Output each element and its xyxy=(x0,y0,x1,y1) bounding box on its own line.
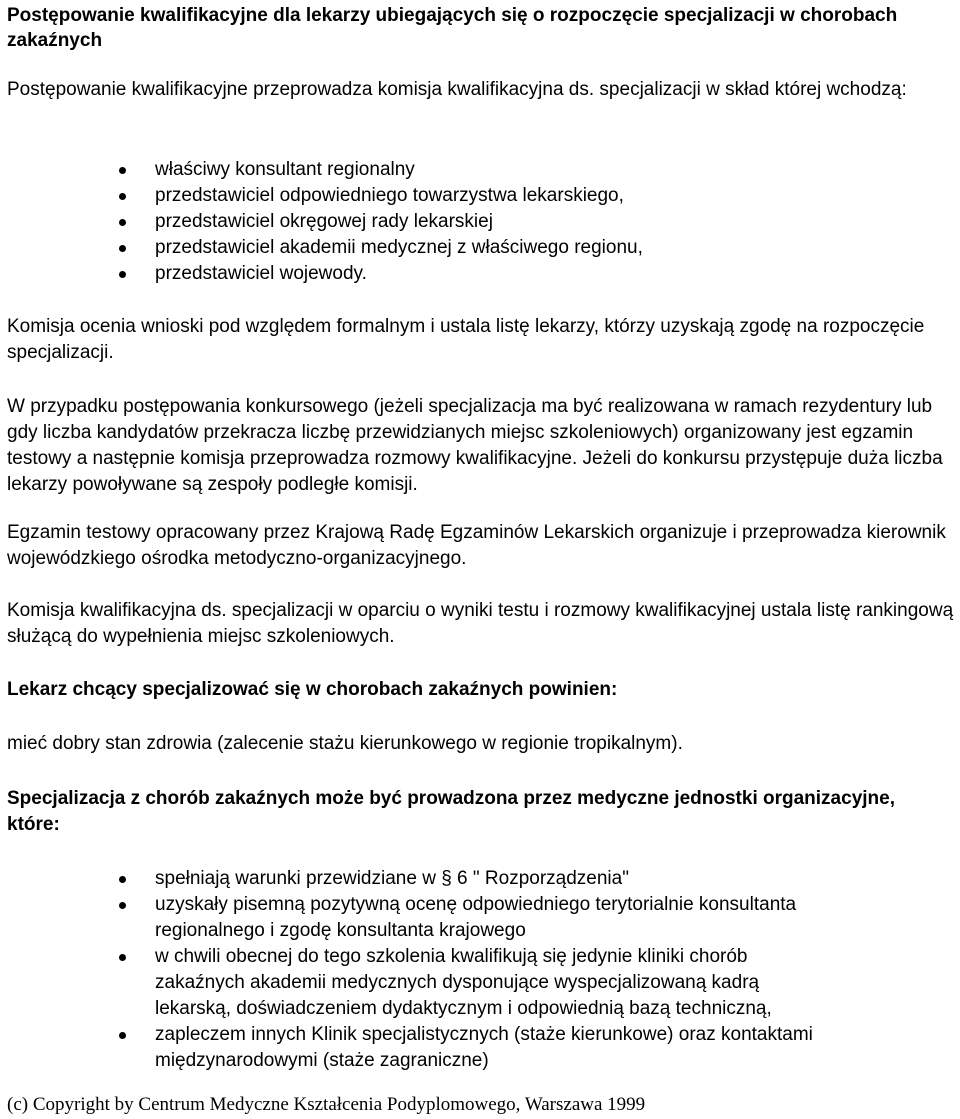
list-item: przedstawiciel akademii medycznej z właściwego regionu, xyxy=(7,235,957,261)
list-item: przedstawiciel okręgowej rady lekarskiej xyxy=(7,209,957,235)
copyright-footer: (c) Copyright by Centrum Medyczne Kształcenia Podyplomowego, Warszawa 1999 xyxy=(7,1094,646,1115)
units-heading: Specjalizacja z chorób zakaźnych może być prowadzona przez medyczne jednostki organizacyjne, które: xyxy=(7,788,895,835)
ranking-paragraph: Komisja kwalifikacyjna ds. specjalizacji w oparciu o wyniki testu i rozmowy kwalifikacyjnej ustala listę rankingową służącą do wypełnienia miejsc szkoleniowych. xyxy=(7,600,954,647)
bullet-icon xyxy=(119,876,126,883)
commission-paragraph: Komisja ocenia wnioski pod względem formalnym i ustala listę lekarzy, którzy uzyskają zgodę na rozpoczęcie specjalizacji. xyxy=(7,316,925,363)
health-paragraph: mieć dobry stan zdrowia (zalecenie stażu kierunkowego w regionie tropikalnym). xyxy=(7,733,683,754)
committee-members-list xyxy=(7,157,957,287)
competition-paragraph: W przypadku postępowania konkursowego (jeżeli specjalizacja ma być realizowana w ramach rezydentury lub gdy liczba kandydatów przekracza liczbę przewidzianych miejsc szkoleniowych) organizowany jest egzamin testowy a następnie komisja przeprowadza rozmowy kwalifikacyjne. Jeżeli do konkursu przystępuje duża liczba lekarzy powoływane są zespoły podległe komisji. xyxy=(7,396,943,495)
exam-paragraph: Egzamin testowy opracowany przez Krajową Radę Egzaminów Lekarskich organizuje i przeprowadza kierownik wojewódzkiego ośrodka metodyczno-organizacyjnego. xyxy=(7,522,946,569)
bullet-icon xyxy=(119,902,126,909)
bullet-icon xyxy=(119,954,126,961)
list-item: uzyskały pisemną pozytywną ocenę odpowiedniego terytorialnie konsultanta regionalnego i zgodę konsultanta krajowego xyxy=(7,892,827,944)
intro-paragraph: Postępowanie kwalifikacyjne przeprowadza komisja kwalifikacyjna ds. specjalizacji w skład której wchodzą: xyxy=(7,79,907,100)
list-item: przedstawiciel odpowiedniego towarzystwa lekarskiego, xyxy=(7,183,957,209)
bullet-icon xyxy=(119,245,126,252)
bullet-icon xyxy=(119,219,126,226)
list-item: spełniają warunki przewidziane w § 6 " Rozporządzenia" xyxy=(7,866,827,892)
bullet-icon xyxy=(119,193,126,200)
list-item: właściwy konsultant regionalny xyxy=(7,157,957,183)
list-item: w chwili obecnej do tego szkolenia kwalifikują się jedynie kliniki chorób zakaźnych akademii medycznych dysponujące wyspecjalizowaną kadrą lekarską, doświadczeniem dydaktycznym i odpowiednią bazą techniczną, xyxy=(7,944,827,1022)
bullet-icon xyxy=(119,271,126,278)
list-item: przedstawiciel wojewody. xyxy=(7,261,957,287)
unit-requirements-list xyxy=(7,866,827,1074)
page-title: Postępowanie kwalifikacyjne dla lekarzy ubiegających się o rozpoczęcie specjalizacji w chorobach zakaźnych xyxy=(7,5,898,51)
list-item: zapleczem innych Klinik specjalistycznych (staże kierunkowe) oraz kontaktami międzynarodowymi (staże zagraniczne) xyxy=(7,1022,827,1074)
bullet-icon xyxy=(119,167,126,174)
doctor-requirements-heading: Lekarz chcący specjalizować się w chorobach zakaźnych powinien: xyxy=(7,679,618,700)
bullet-icon xyxy=(119,1032,126,1039)
